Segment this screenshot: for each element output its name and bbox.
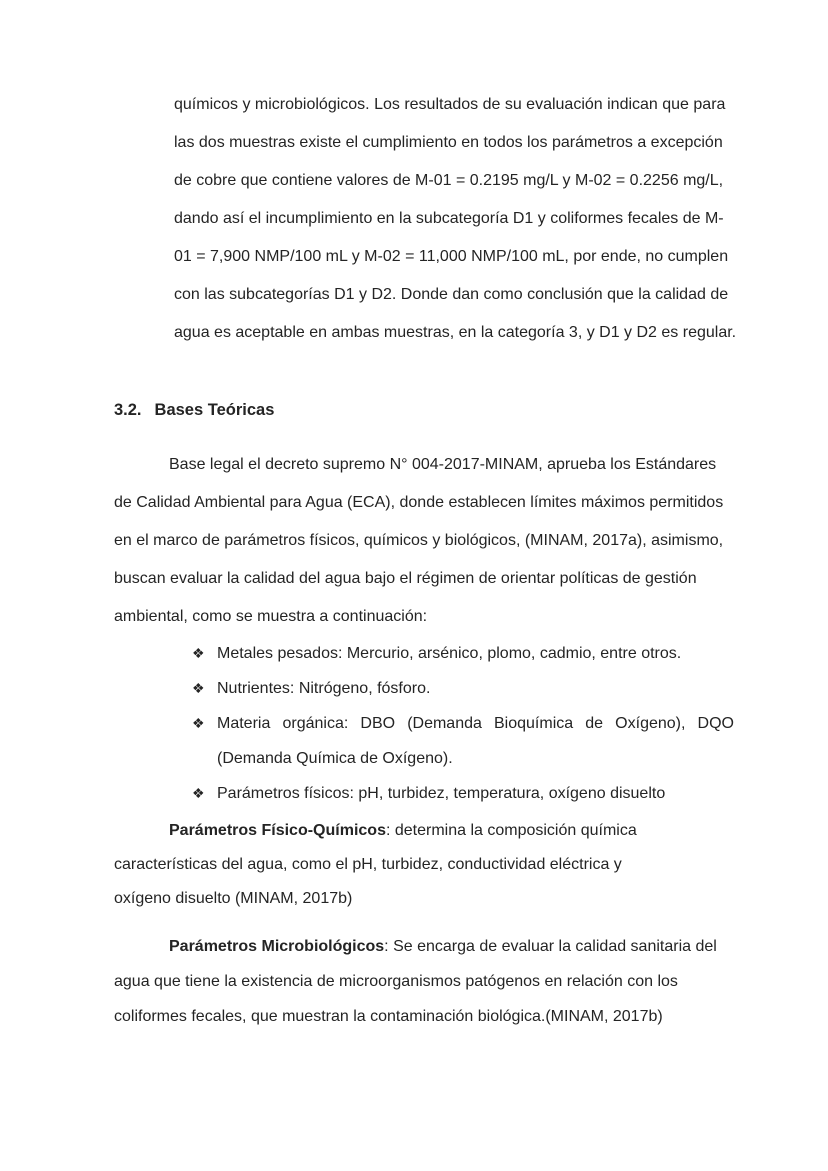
quote-line-7: agua es aceptable en ambas muestras, en la categoría 3, y D1 y D2 es regular. xyxy=(174,324,737,341)
list-item xyxy=(114,636,734,671)
diamond-bullet-icon: ❖ xyxy=(192,715,205,731)
quote-line-3: de cobre que contiene valores de M-01 = 0.2195 mg/L y M-02 = 0.2256 mg/L, xyxy=(174,172,724,189)
parameter-bullet-list xyxy=(114,636,734,811)
section-heading xyxy=(114,399,734,421)
bullet-materia-organica-line-2: (Demanda Química de Oxígeno). xyxy=(217,750,453,767)
bullet-nutrientes: Nutrientes: Nitrógeno, fósforo. xyxy=(217,680,431,697)
quote-line-1: químicos y microbiológicos. Los resultados de su evaluación indican que para xyxy=(174,96,726,113)
microbiological-line-3: coliformes fecales, que muestran la contaminación biológica.(MINAM, 2017b) xyxy=(114,1008,663,1025)
microbiological-line-1 xyxy=(114,929,734,964)
physicochemical-lead-rest: : determina la composición química xyxy=(385,822,637,839)
physicochemical-line-1 xyxy=(114,814,734,848)
physicochemical-line-2: características del agua, como el pH, turbidez, conductividad eléctrica y xyxy=(114,856,622,873)
list-item xyxy=(114,706,734,776)
microbiological-line-2: agua que tiene la existencia de microorganismos patógenos en relación con los xyxy=(114,973,678,990)
physicochemical-line-3: oxígeno disuelto (MINAM, 2017b) xyxy=(114,890,353,907)
intro-line-1: Base legal el decreto supremo N° 004-2017-MINAM, aprueba los Estándares xyxy=(169,456,717,473)
physicochemical-paragraph xyxy=(114,814,734,916)
section-number: 3.2. xyxy=(114,401,142,419)
physicochemical-lead: Parámetros Físico-Químicos xyxy=(169,822,386,839)
intro-line-4: buscan evaluar la calidad del agua bajo el régimen de orientar políticas de gestión xyxy=(114,570,697,587)
bullet-materia-organica-line-1: Materia orgánica: DBO (Demanda Bioquímica de Oxígeno), DQO xyxy=(217,715,734,732)
section-title: Bases Teóricas xyxy=(154,401,275,419)
diamond-bullet-icon: ❖ xyxy=(192,680,205,696)
intro-paragraph xyxy=(114,446,734,636)
diamond-bullet-icon: ❖ xyxy=(192,785,205,801)
microbiological-paragraph xyxy=(114,929,734,1034)
bullet-parametros-fisicos: Parámetros físicos: pH, turbidez, temperatura, oxígeno disuelto xyxy=(217,785,666,802)
intro-line-3: en el marco de parámetros físicos, químicos y biológicos, (MINAM, 2017a), asimismo, xyxy=(114,532,724,549)
diamond-bullet-icon: ❖ xyxy=(192,645,205,661)
bullet-metales: Metales pesados: Mercurio, arsénico, plomo, cadmio, entre otros. xyxy=(217,645,682,662)
intro-line-2: de Calidad Ambiental para Agua (ECA), donde establecen límites máximos permitidos xyxy=(114,494,724,511)
quote-line-2: las dos muestras existe el cumplimiento en todos los parámetros a excepción xyxy=(174,134,723,151)
intro-line-5: ambiental, como se muestra a continuación: xyxy=(114,608,428,625)
quote-line-6: con las subcategorías D1 y D2. Donde dan como conclusión que la calidad de xyxy=(174,286,729,303)
quote-line-5: 01 = 7,900 NMP/100 mL y M-02 = 11,000 NMP/100 mL, por ende, no cumplen xyxy=(174,248,729,265)
list-item xyxy=(114,776,734,811)
microbiological-lead-rest: : Se encarga de evaluar la calidad sanitaria del xyxy=(384,938,717,955)
microbiological-lead: Parámetros Microbiológicos xyxy=(169,938,385,955)
list-item xyxy=(114,671,734,706)
summary-quote-paragraph xyxy=(174,86,737,352)
quote-line-4: dando así el incumplimiento en la subcategoría D1 y coliformes fecales de M- xyxy=(174,210,724,227)
page-content xyxy=(114,0,737,1034)
